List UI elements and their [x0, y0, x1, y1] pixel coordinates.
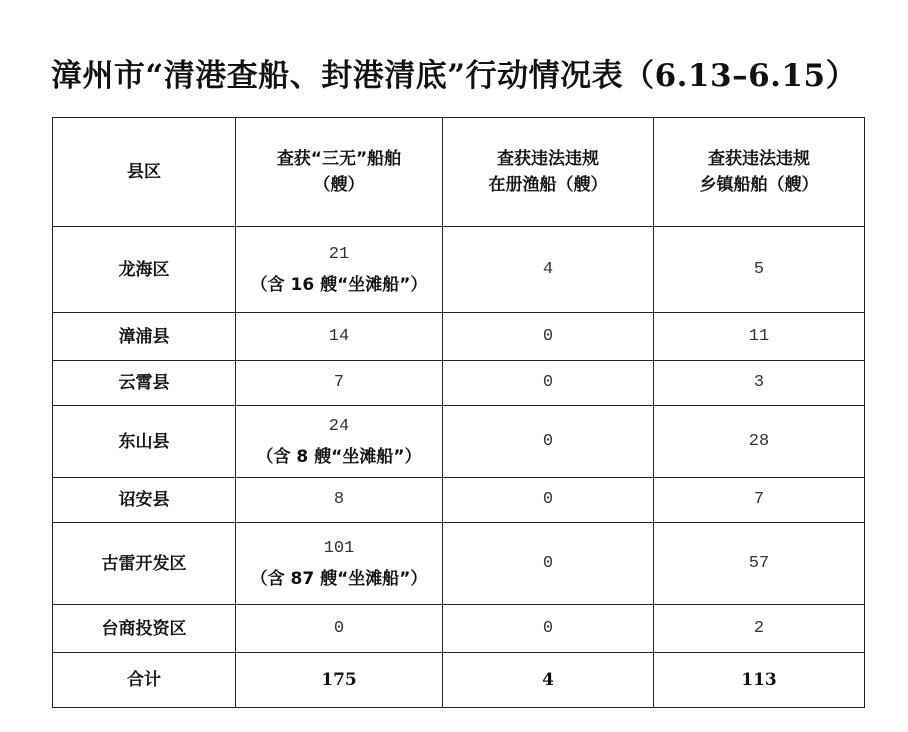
county-cell: 古雷开发区: [53, 523, 236, 605]
county-cell: 东山县: [53, 406, 236, 478]
fishing-cell: 4: [443, 227, 654, 313]
sanwu-cell: 7: [236, 361, 443, 406]
sanwu-cell: 24 （含 8 艘“坐滩船”）: [236, 406, 443, 478]
township-cell: 2: [654, 605, 865, 653]
sanwu-cell: 0: [236, 605, 443, 653]
table-row: [53, 361, 865, 406]
sanwu-note: （含 8 艘“坐滩船”）: [256, 446, 422, 467]
township-cell: 5: [654, 227, 865, 313]
sanwu-cell: 14: [236, 313, 443, 361]
fishing-cell: 0: [443, 605, 654, 653]
total-label: 合计: [53, 653, 236, 708]
county-cell: 诏安县: [53, 478, 236, 523]
total-row: [53, 653, 865, 708]
total-fishing: 4: [443, 653, 654, 708]
fishing-cell: 0: [443, 406, 654, 478]
table-row: [53, 313, 865, 361]
county-cell: 台商投资区: [53, 605, 236, 653]
fishing-cell: 0: [443, 313, 654, 361]
township-cell: 7: [654, 478, 865, 523]
table-row: [53, 523, 865, 605]
fishing-cell: 0: [443, 361, 654, 406]
county-cell: 龙海区: [53, 227, 236, 313]
page-title: 漳州市“清港查船、封港清底”行动情况表（6.13–6.15）: [50, 58, 858, 94]
total-sanwu: 175: [236, 653, 443, 708]
table-row: [53, 478, 865, 523]
header-sanwu-vessels: 查获“三无”船舶 （艘）: [236, 118, 443, 227]
fishing-cell: 0: [443, 478, 654, 523]
township-cell: 28: [654, 406, 865, 478]
sanwu-cell: 21 （含 16 艘“坐滩船”）: [236, 227, 443, 313]
sanwu-cell: 101 （含 87 艘“坐滩船”）: [236, 523, 443, 605]
header-registered-fishing-vessels: 查获违法违规 在册渔船（艘）: [443, 118, 654, 227]
table-row: [53, 406, 865, 478]
total-township: 113: [654, 653, 865, 708]
sanwu-note: （含 87 艘“坐滩船”）: [250, 568, 428, 589]
township-cell: 57: [654, 523, 865, 605]
sanwu-cell: 8: [236, 478, 443, 523]
sanwu-note: （含 16 艘“坐滩船”）: [250, 274, 428, 295]
report-table: [52, 117, 865, 708]
table-row: [53, 227, 865, 313]
table-row: [53, 605, 865, 653]
header-row: [53, 118, 865, 227]
county-cell: 漳浦县: [53, 313, 236, 361]
fishing-cell: 0: [443, 523, 654, 605]
header-township-vessels: 查获违法违规 乡镇船舶（艘）: [654, 118, 865, 227]
header-county: 县区: [53, 118, 236, 227]
township-cell: 3: [654, 361, 865, 406]
county-cell: 云霄县: [53, 361, 236, 406]
township-cell: 11: [654, 313, 865, 361]
